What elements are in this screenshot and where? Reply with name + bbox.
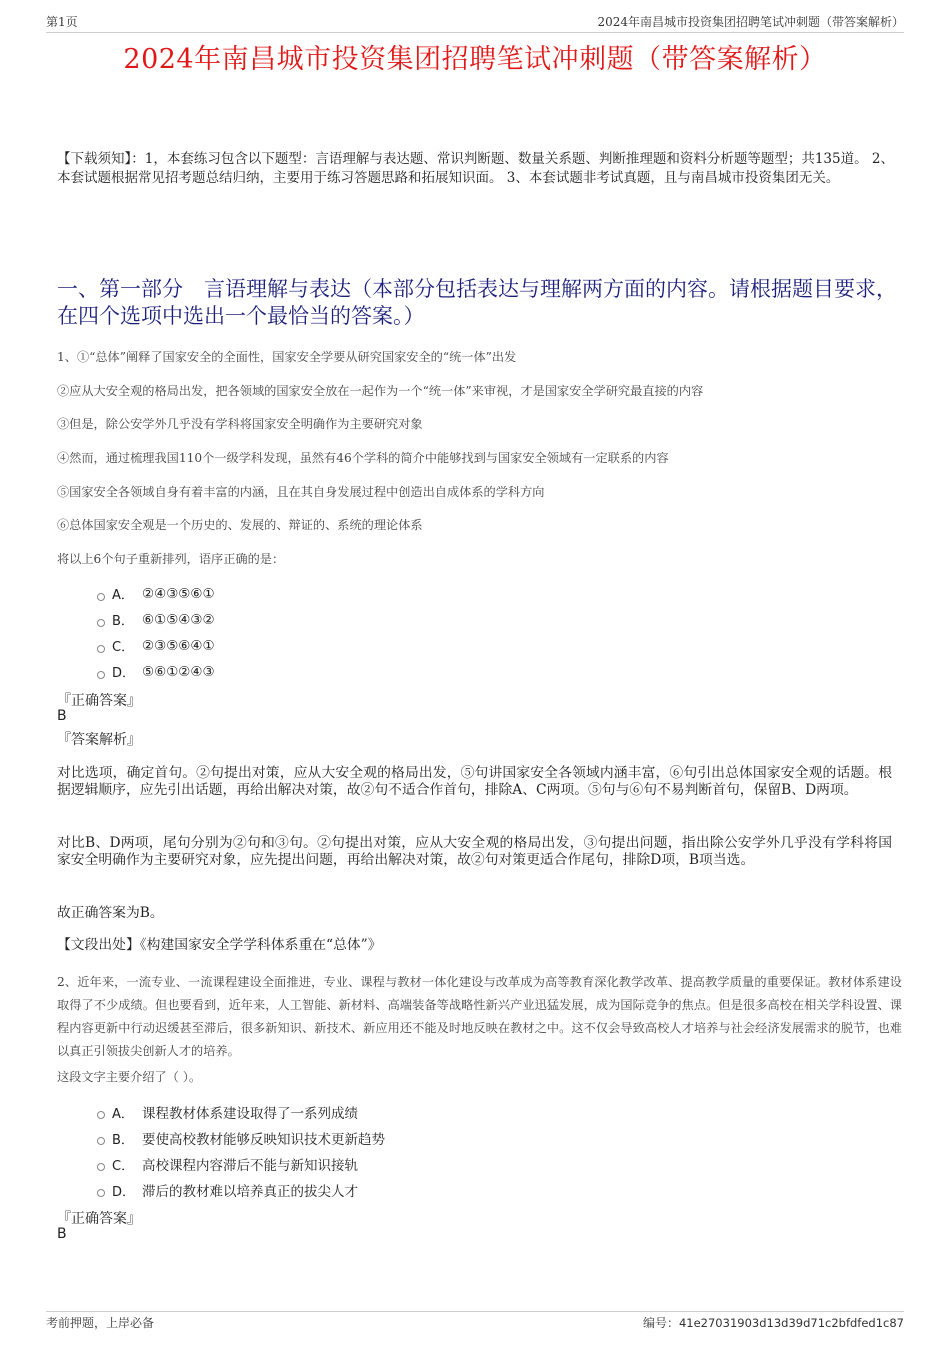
q1-analysis-label: 『答案解析』 <box>57 732 141 748</box>
section-heading: 一、第一部分 言语理解与表达（本部分包括表达与理解两方面的内容。请根据题目要求，在四个选项中选出一个最恰当的答案。） <box>57 277 897 328</box>
q1-prompt: 将以上6个句子重新排列，语序正确的是： <box>57 552 285 566</box>
q2-answer-label: 『正确答案』 <box>57 1211 141 1227</box>
document-title: 2024年南昌城市投资集团招聘笔试冲刺题（带答案解析） <box>123 44 827 75</box>
q2-prompt: 这段文字主要介绍了（ ）。 <box>57 1070 202 1084</box>
q1-sentence-5: ⑤国家安全各领域自身有着丰富的内涵，且在其自身发展过程中创造出自成体系的学科方向 <box>57 485 545 499</box>
footer-code-label: 编号： <box>642 1316 679 1330</box>
q1-option-b[interactable]: B． ⑥①⑤④③② <box>97 610 215 629</box>
q1-answer-label: 『正确答案』 <box>57 693 141 709</box>
download-notice: 【下载须知】：1，本套练习包含以下题型：言语理解与表达题、常识判断题、数量关系题、判断推理题和资料分析题等题型；共135道。 2、本套试题根据常见招考题总结归纳，主要用于练习答题思路和拓展知识面。 3、本套试题非考试真题，且与南昌城市投资集团无关。 <box>57 151 894 186</box>
q1-source: 【文段出处】《构建国家安全学学科体系重在“总体”》 <box>57 937 382 953</box>
radio-icon[interactable] <box>97 593 105 601</box>
q2-passage: 2、近年来，一流专业、一流课程建设全面推进，专业、课程与教材一体化建设与改革成为高等教育深化教学改革、提高教学质量的重要保证。教材体系建设取得了不少成绩。但也要看到，近年来，人工智能、新材料、高端装备等战略性新兴产业迅猛发展，成为国际竞争的焦点。但是很多高校在相关学科设置、课程内容更新中行动迟缓甚至滞后，很多新知识、新技术、新应用还不能及时地反映在教材之中。这不仅会导致高校人才培养与社会经济发展需求的脱节，也难以真正引领拔尖创新人才的培养。 <box>57 975 902 1058</box>
footer-slogan: 考前押题，上岸必备 <box>46 1316 155 1330</box>
footer-rule <box>46 1311 904 1312</box>
q2-answer: B <box>57 1226 67 1242</box>
footer-code <box>643 1314 904 1331</box>
q1-option-d[interactable]: D． ⑤⑥①②④③ <box>97 662 215 681</box>
q1-sentence-1: 1、①“总体”阐释了国家安全的全面性，国家安全学要从研究国家安全的“统一体”出发 <box>57 350 517 364</box>
radio-icon[interactable] <box>97 645 105 653</box>
radio-icon[interactable] <box>97 619 105 627</box>
footer-code-value: 41e27031903d13d39d71c2bfdfed1c87 <box>678 1316 904 1330</box>
q1-analysis-para-1: 对比选项，确定首句。②句提出对策，应从大安全观的格局出发，⑤句讲国家安全各领域内涵丰富，⑥句引出总体国家安全观的话题。根据逻辑顺序，应先引出话题，再给出解决对策，故②句不适合作首句，排除A、C两项。⑤句与⑥句不易判断首句，保留B、D两项。 <box>57 765 892 798</box>
q2-option-c[interactable]: C． 高校课程内容滞后不能与新知识接轨 <box>97 1154 358 1174</box>
q1-answer: B <box>57 708 67 724</box>
radio-icon[interactable] <box>97 1189 105 1197</box>
radio-icon[interactable] <box>97 671 105 679</box>
radio-icon[interactable] <box>97 1111 105 1119</box>
q1-analysis-conclusion: 故正确答案为B。 <box>57 905 164 921</box>
q2-option-d[interactable]: D． 滞后的教材难以培养真正的拔尖人才 <box>97 1180 358 1200</box>
radio-icon[interactable] <box>97 1137 105 1145</box>
q2-option-a[interactable]: A． 课程教材体系建设取得了一系列成绩 <box>97 1102 358 1122</box>
q1-sentence-3: ③但是，除公安学外几乎没有学科将国家安全明确作为主要研究对象 <box>57 417 423 431</box>
q1-analysis-para-2: 对比B、D两项，尾句分别为②句和③句。②句提出对策，应从大安全观的格局出发，③句提出问题，指出除公安学外几乎没有学科将国家安全明确作为主要研究对象，应先提出问题，再给出解决对策，故②句对策更适合作尾句，排除D项，B项当选。 <box>57 835 892 868</box>
q1-option-a[interactable]: A． ②④③⑤⑥① <box>97 584 215 603</box>
q1-sentence-6: ⑥总体国家安全观是一个历史的、发展的、辩证的、系统的理论体系 <box>57 518 423 532</box>
q2-option-b[interactable]: B． 要使高校教材能够反映知识技术更新趋势 <box>97 1128 385 1148</box>
running-title: 2024年南昌城市投资集团招聘笔试冲刺题（带答案解析） <box>597 15 904 29</box>
q1-sentence-4: ④然而，通过梳理我国110个一级学科发现，虽然有46个学科的简介中能够找到与国家安全领域有一定联系的内容 <box>57 451 669 465</box>
page-number: 第1页 <box>46 15 78 29</box>
radio-icon[interactable] <box>97 1163 105 1171</box>
q1-option-c[interactable]: C． ②③⑤⑥④① <box>97 636 215 655</box>
q1-sentence-2: ②应从大安全观的格局出发，把各领域的国家安全放在一起作为一个“统一体”来审视，才是国家安全学研究最直接的内容 <box>57 384 704 398</box>
header-rule <box>46 32 904 33</box>
